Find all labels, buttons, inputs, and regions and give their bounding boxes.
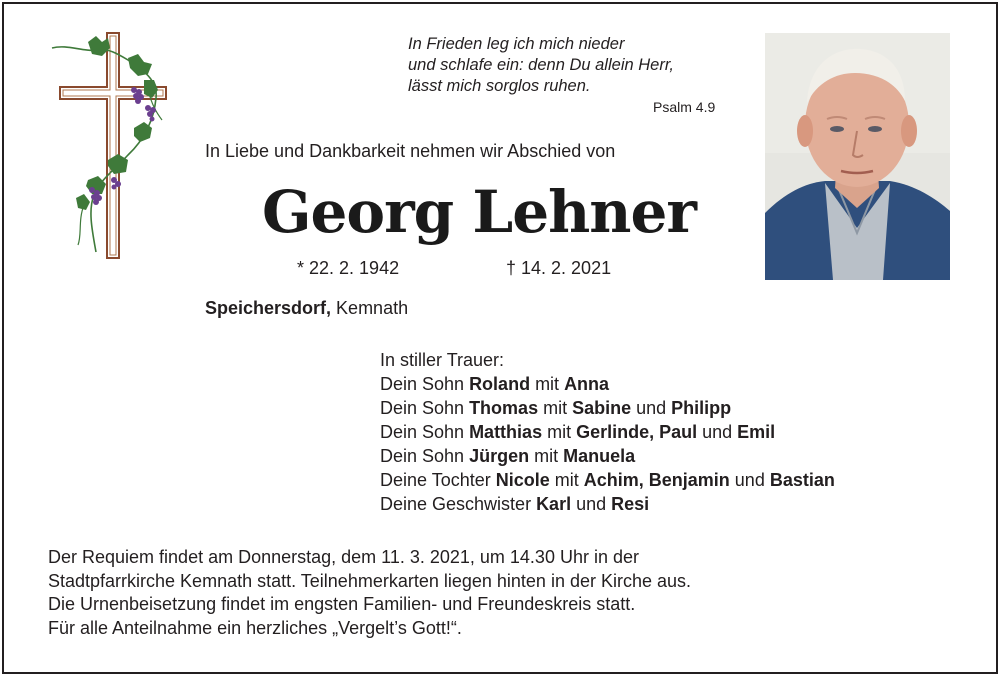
mourner-name: Roland bbox=[469, 374, 531, 394]
death-date: † 14. 2. 2021 bbox=[506, 258, 612, 278]
mourner-name: Matthias bbox=[469, 422, 543, 442]
service-notice bbox=[48, 546, 691, 640]
mourner-relation: und bbox=[697, 422, 738, 442]
mourner-name: Bastian bbox=[769, 470, 835, 490]
mourner-name: Resi bbox=[611, 494, 650, 514]
mourner-relation: und bbox=[631, 398, 672, 418]
verse-line-3: lässt mich sorglos ruhen. bbox=[408, 77, 591, 95]
mourner-name: Nicole bbox=[495, 470, 550, 490]
mourner-relation: mit bbox=[538, 398, 573, 418]
birth-date: * 22. 2. 1942 bbox=[297, 258, 400, 278]
scripture-verse bbox=[408, 34, 674, 97]
mourner-relation: mit bbox=[529, 446, 564, 466]
mourner-name: Thomas bbox=[469, 398, 539, 418]
mourner-relation: Deine Tochter bbox=[380, 470, 496, 490]
mourners-list bbox=[380, 348, 835, 516]
mourner-name: Emil bbox=[737, 422, 776, 442]
mourner-row bbox=[380, 492, 835, 516]
mourner-name: Gerlinde, Paul bbox=[576, 422, 698, 442]
mourner-name: Jürgen bbox=[469, 446, 530, 466]
notice-line-2: Stadtpfarrkirche Kemnath statt. Teilnehmerkarten liegen hinten in der Kirche aus. bbox=[48, 570, 692, 591]
mourner-row bbox=[380, 372, 835, 396]
notice-line-4: Für alle Anteilnahme ein herzliches „Vergelt’s Gott!“. bbox=[48, 617, 462, 638]
mourner-relation: mit bbox=[530, 374, 565, 394]
verse-line-2: und schlafe ein: denn Du allein Herr, bbox=[408, 56, 674, 74]
mourner-relation: mit bbox=[549, 470, 584, 490]
mourner-name: Achim, Benjamin bbox=[583, 470, 730, 490]
mourner-relation: Dein Sohn bbox=[380, 422, 470, 442]
mourner-relation: Deine Geschwister bbox=[380, 494, 537, 514]
mourner-row bbox=[380, 420, 835, 444]
mourner-name: Manuela bbox=[563, 446, 636, 466]
mourner-name: Karl bbox=[536, 494, 572, 514]
mourner-name: Philipp bbox=[671, 398, 732, 418]
portrait-photo bbox=[765, 33, 950, 280]
hometown-secondary: Kemnath bbox=[331, 298, 409, 318]
mourner-relation: Dein Sohn bbox=[380, 398, 470, 418]
mourners-heading: In stiller Trauer: bbox=[380, 350, 505, 370]
mourner-row bbox=[380, 396, 835, 420]
mourner-row bbox=[380, 468, 835, 492]
notice-line-1: Der Requiem findet am Donnerstag, dem 11. 3. 2021, um 14.30 Uhr in der bbox=[48, 547, 639, 567]
cross-with-grapevine-icon bbox=[48, 30, 173, 265]
mourner-relation: und bbox=[571, 494, 612, 514]
mourner-row bbox=[380, 444, 835, 468]
verse-line-1: In Frieden leg ich mich nieder bbox=[408, 35, 625, 53]
mourner-name: Sabine bbox=[572, 398, 632, 418]
mourner-relation: mit bbox=[542, 422, 577, 442]
farewell-intro: In Liebe und Dankbarkeit nehmen wir Abschied von bbox=[205, 141, 616, 161]
mourner-relation: Dein Sohn bbox=[380, 374, 470, 394]
mourner-relation: Dein Sohn bbox=[380, 446, 470, 466]
mourner-name: Anna bbox=[564, 374, 610, 394]
mourner-relation: und bbox=[729, 470, 770, 490]
hometown-primary: Speichersdorf, bbox=[205, 298, 332, 318]
deceased-name: Georg Lehner bbox=[262, 178, 696, 246]
hometown bbox=[205, 298, 408, 319]
notice-line-3: Die Urnenbeisetzung findet im engsten Familien- und Freundeskreis statt. bbox=[48, 594, 636, 614]
verse-source: Psalm 4.9 bbox=[653, 99, 716, 115]
